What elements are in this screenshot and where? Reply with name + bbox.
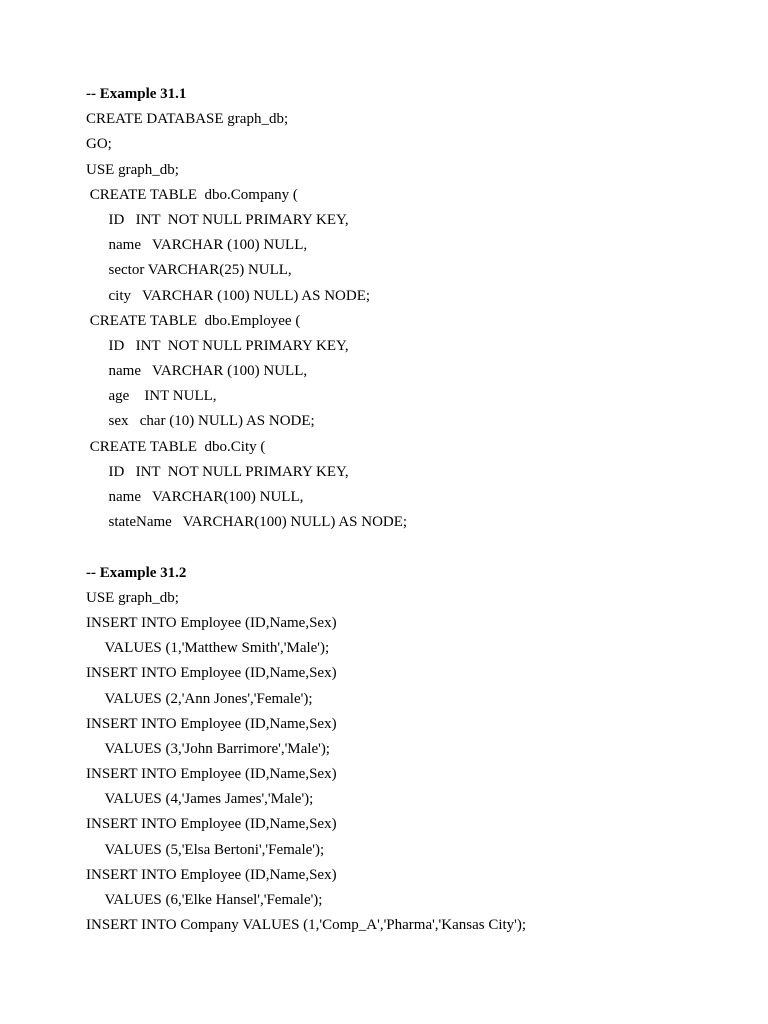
code-line: sector VARCHAR(25) NULL, — [86, 262, 292, 279]
code-line: VALUES (6,'Elke Hansel','Female'); — [86, 892, 323, 908]
code-line: sex char (10) NULL) AS NODE; — [86, 413, 315, 430]
code-line: VALUES (2,'Ann Jones','Female'); — [86, 690, 313, 707]
code-line: CREATE TABLE dbo.City ( — [86, 438, 266, 455]
code-line: INSERT INTO Employee (ID,Name,Sex) — [86, 766, 337, 783]
code-line: name VARCHAR (100) NULL, — [86, 237, 308, 254]
code-line: INSERT INTO Employee (ID,Name,Sex) — [86, 715, 337, 732]
code-block — [86, 586, 746, 939]
code-line: GO; — [86, 136, 112, 153]
code-line: ID INT NOT NULL PRIMARY KEY, — [86, 337, 349, 354]
code-line: INSERT INTO Employee (ID,Name,Sex) — [86, 866, 337, 883]
code-line: stateName VARCHAR(100) NULL) AS NODE; — [86, 514, 408, 531]
code-line: CREATE TABLE dbo.Company ( — [86, 186, 298, 203]
code-line: ID INT NOT NULL PRIMARY KEY, — [86, 463, 349, 480]
example-31-1-section — [86, 82, 746, 535]
code-line: CREATE DATABASE graph_db; — [86, 111, 289, 128]
code-line: CREATE TABLE dbo.Employee ( — [86, 312, 301, 329]
document-page — [86, 82, 746, 938]
code-block — [86, 107, 746, 535]
code-line: ID INT NOT NULL PRIMARY KEY, — [86, 211, 349, 228]
code-line: VALUES (1,'Matthew Smith','Male'); — [86, 640, 330, 657]
code-line: INSERT INTO Employee (ID,Name,Sex) — [86, 614, 337, 631]
code-line: VALUES (3,'John Barrimore','Male'); — [86, 740, 330, 757]
example-heading: -- Example 31.1 — [86, 86, 187, 102]
example-31-2-section — [86, 561, 746, 939]
code-line: USE graph_db; — [86, 589, 179, 606]
code-line: name VARCHAR (100) NULL, — [86, 363, 308, 380]
code-line: USE graph_db; — [86, 161, 179, 178]
code-line: INSERT INTO Employee (ID,Name,Sex) — [86, 665, 337, 682]
code-line: age INT NULL, — [86, 388, 217, 405]
code-line: city VARCHAR (100) NULL) AS NODE; — [86, 287, 371, 304]
code-line: VALUES (4,'James James','Male'); — [86, 791, 314, 808]
section-spacer — [86, 535, 746, 560]
code-line: name VARCHAR(100) NULL, — [86, 489, 304, 505]
code-line: VALUES (5,'Elsa Bertoni','Female'); — [86, 841, 325, 858]
code-line: INSERT INTO Company VALUES (1,'Comp_A','Pharma','Kansas City'); — [86, 917, 527, 934]
code-line: INSERT INTO Employee (ID,Name,Sex) — [86, 816, 337, 833]
example-heading: -- Example 31.2 — [86, 564, 187, 581]
